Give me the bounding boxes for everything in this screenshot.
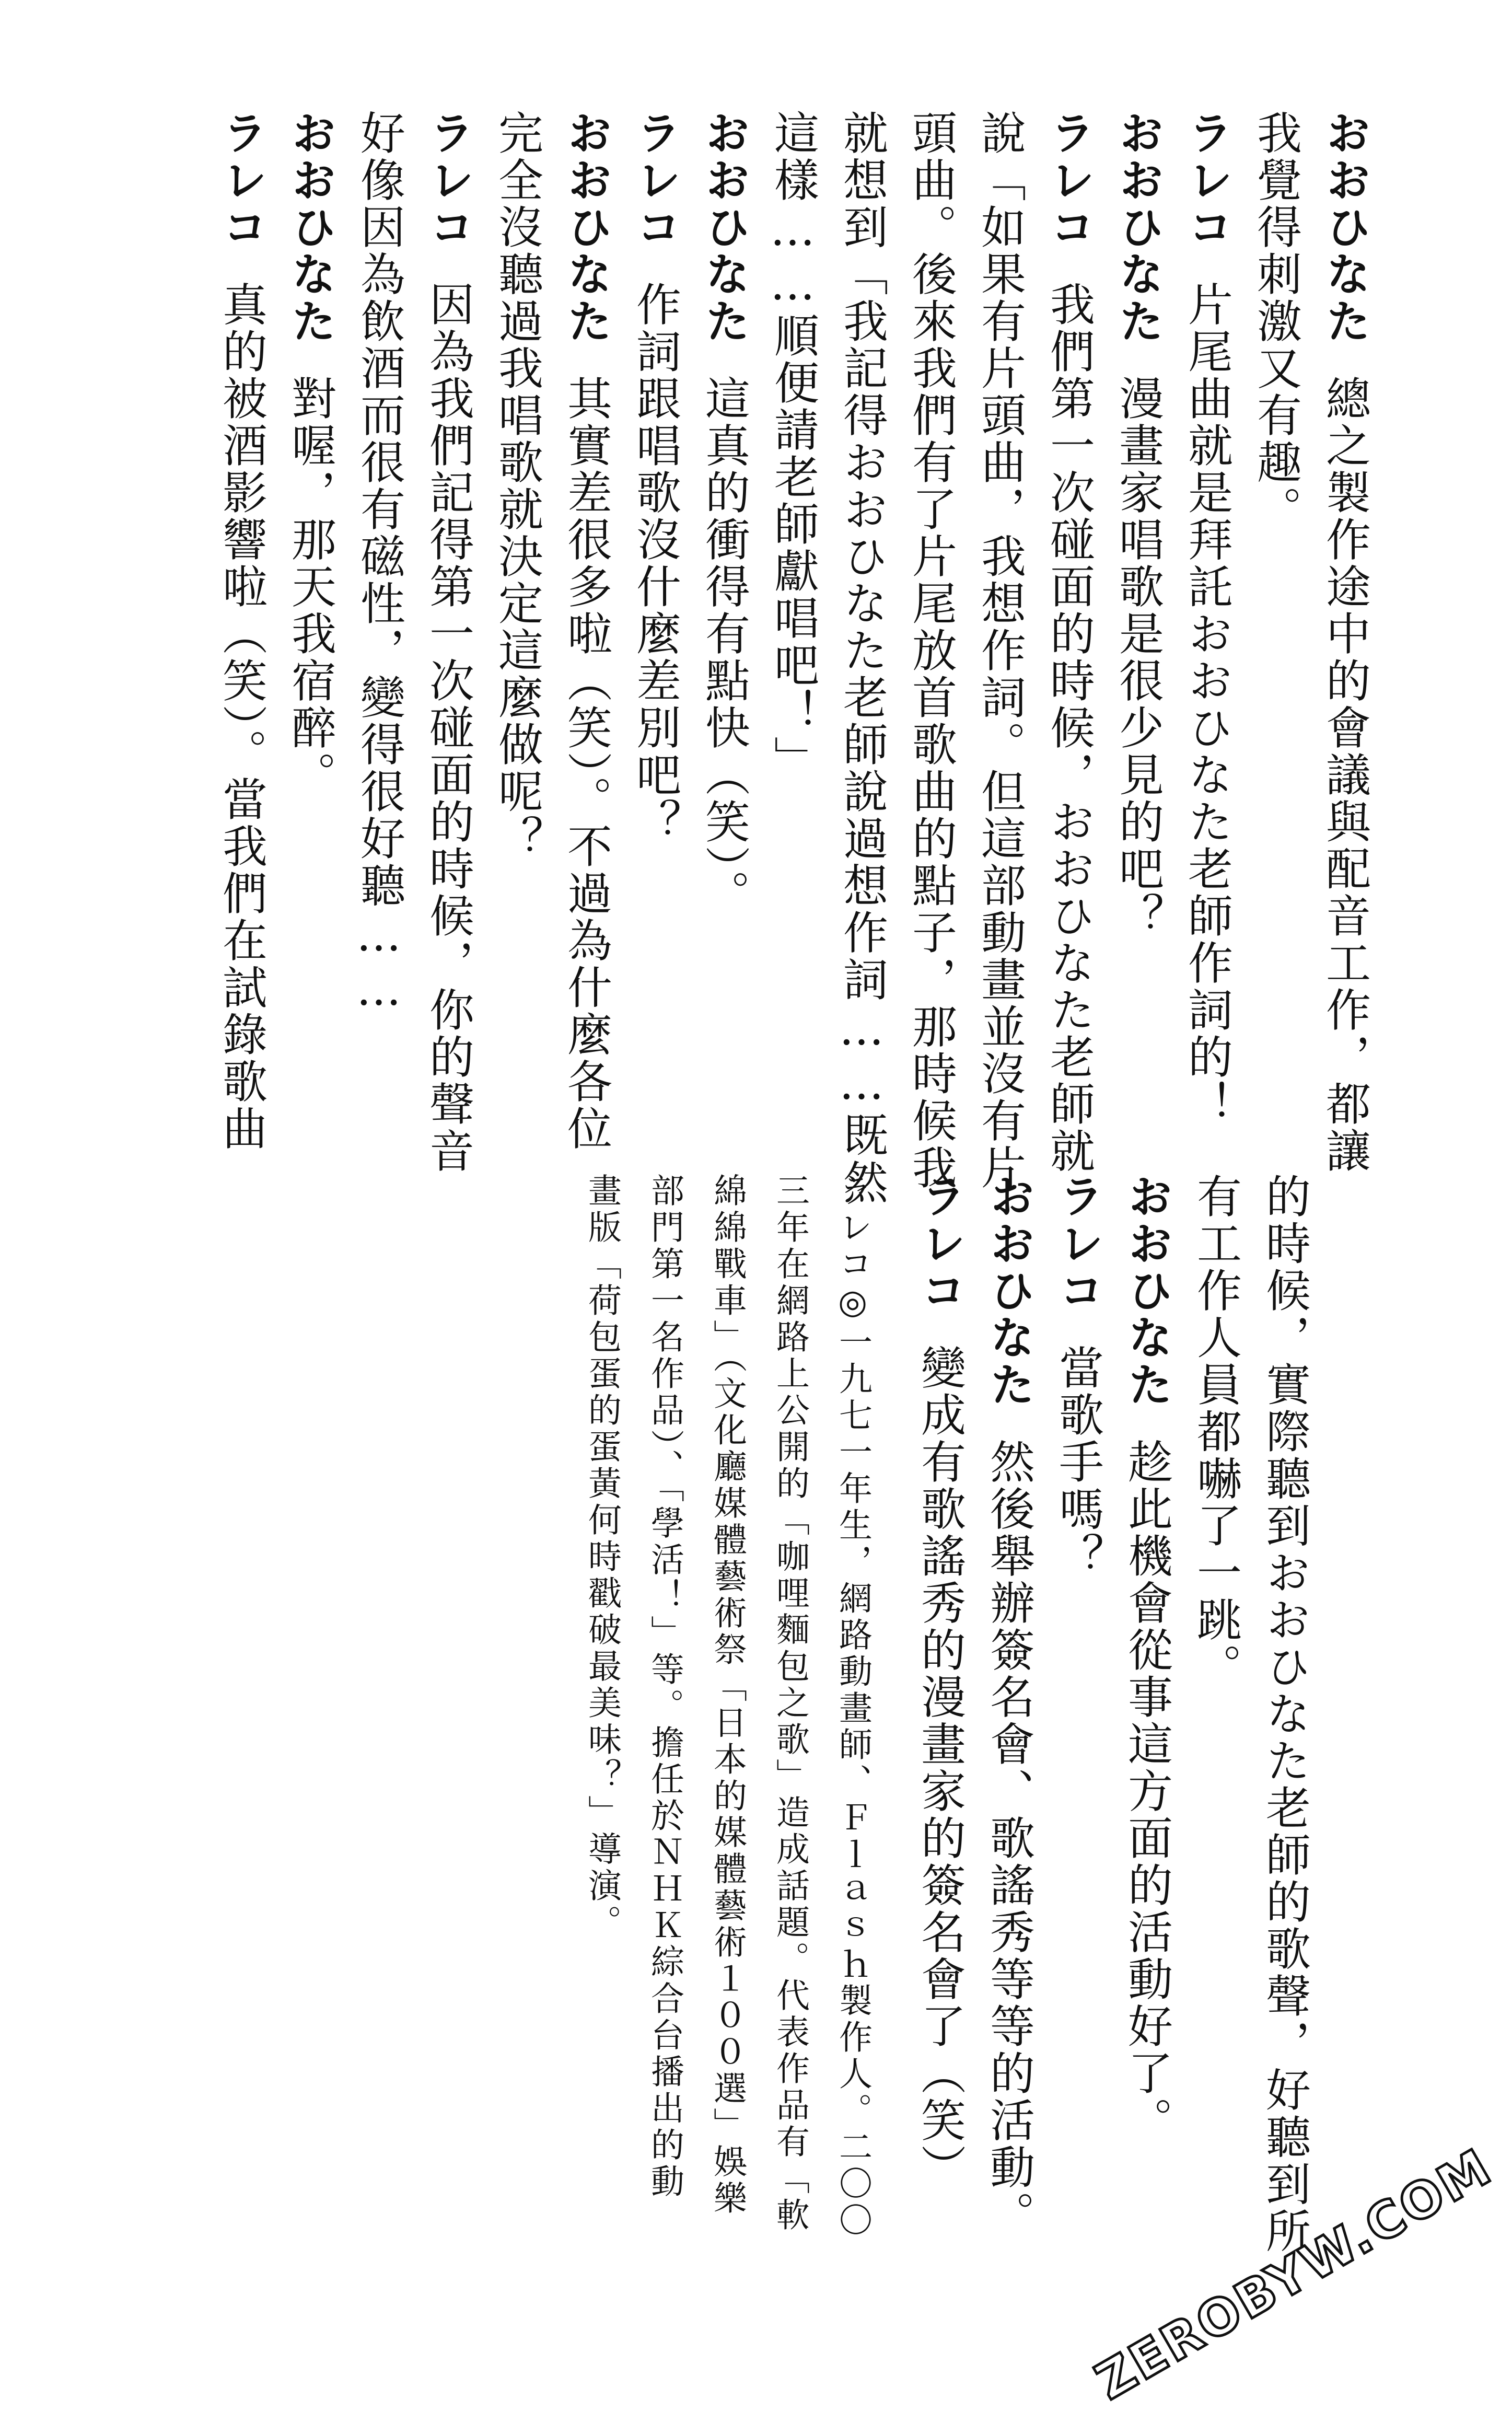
dialogue-text: 漫畫家唱歌是很少見的吧？ xyxy=(1111,375,1164,940)
dialogue-line xyxy=(551,110,620,1152)
bio-line: 部門第一名作品）、「學活！」等。擔任於ＮＨＫ綜合台播出的動 xyxy=(645,1173,684,2200)
speaker-label: おおひなた xyxy=(284,110,336,345)
dialogue-line xyxy=(1310,110,1379,1175)
speaker-label: ラレコ xyxy=(1180,110,1232,251)
dialogue-text: 這樣……順便請老師獻唱吧！」 xyxy=(766,110,819,783)
dialogue-text: 的時候，實際聽到おおひなた老師的歌聲，好聽到所 xyxy=(1258,1173,1310,2255)
dialogue-text: 變成有歌謠秀的漫畫家的簽名會了（笑） xyxy=(913,1344,966,2191)
speaker-label: おおひなた xyxy=(560,110,612,345)
dialogue-line xyxy=(1181,1173,1250,1957)
dialogue-text: 完全沒聽過我唱歌就決定這麼做呢？ xyxy=(491,110,543,862)
dialogue-line xyxy=(896,110,965,1191)
dialogue-line xyxy=(827,110,896,1206)
dialogue-line xyxy=(965,110,1034,1191)
dialogue-line xyxy=(620,110,689,1103)
dialogue-line xyxy=(1241,110,1310,1103)
dialogue-text: 我們第一次碰面的時候，おおひなた老師就 xyxy=(1042,281,1095,1175)
dialogue-text: 這真的衝得有點快（笑）。 xyxy=(697,375,750,917)
speaker-label: ラレコ xyxy=(1042,110,1095,251)
dialogue-line xyxy=(974,1173,1043,2238)
dialogue-text: 真的被酒影響啦（笑）。當我們在試錄歌曲 xyxy=(215,281,267,1152)
bio-line: 三年在網路上公開的「咖哩麵包之歌」造成話題。代表作品有「軟 xyxy=(771,1173,809,2234)
dialogue-text: 然後舉辦簽名會、歌謠秀等等的活動。 xyxy=(982,1439,1034,2238)
speaker-label: ラレコ xyxy=(215,110,267,251)
bio-line: 畫版「荷包蛋的蛋黃何時戳破最美味？」導演。 xyxy=(583,1173,621,1941)
speaker-label: ラレコ xyxy=(1051,1173,1103,1314)
dialogue-line xyxy=(1172,110,1241,1128)
speaker-label: おおひなた xyxy=(697,110,750,345)
dialogue-line xyxy=(413,110,482,1175)
dialogue-text: 因為我們記得第一次碰面的時候，你的聲音 xyxy=(422,281,474,1175)
dialogue-line xyxy=(905,1173,974,2191)
dialogue-text: 當歌手嗎？ xyxy=(1051,1344,1103,1580)
bio-line: 綿綿戰車」（文化廳媒體藝術祭「日本的媒體藝術１００選」娛樂 xyxy=(708,1173,747,2217)
dialogue-text: 好像因為飲酒而很有磁性，變得很好聽…… xyxy=(353,110,405,1018)
author-bio xyxy=(571,1173,884,2239)
dialogue-text: 作詞跟唱歌沒什麼差別吧？ xyxy=(629,281,681,845)
dialogue-text: 頭曲。後來我們有了片尾放首歌曲的點子，那時候我 xyxy=(904,110,957,1191)
speaker-label: ラレコ xyxy=(629,110,681,251)
dialogue-line xyxy=(1112,1173,1181,2144)
dialogue-line xyxy=(1043,1173,1112,1957)
dialogue-text: 就想到「我記得おおひなた老師說過想作詞……既然 xyxy=(835,110,888,1206)
dialogue-line xyxy=(344,110,413,1103)
dialogue-line xyxy=(482,110,551,1103)
interview-bottom-block xyxy=(504,1173,1319,2255)
dialogue-line xyxy=(275,110,344,1103)
dialogue-text: 對喔，那天我宿醉。 xyxy=(284,375,336,798)
dialogue-line xyxy=(1250,1173,1319,2255)
dialogue-line xyxy=(758,110,827,1103)
dialogue-line xyxy=(1034,110,1103,1175)
site-watermark: ZEROBYW.COM xyxy=(1086,2137,1502,2411)
dialogue-text: 片尾曲就是拜託おおひなた老師作詞的！ xyxy=(1180,281,1232,1128)
dialogue-text: 總之製作途中的會議與配音工作，都讓 xyxy=(1318,375,1370,1175)
dialogue-text: 有工作人員都嚇了一跳。 xyxy=(1189,1173,1241,1690)
dialogue-text: 趁此機會從事這方面的活動好了。 xyxy=(1120,1439,1172,2144)
speaker-label: ラレコ xyxy=(913,1173,966,1314)
dialogue-line xyxy=(206,110,275,1152)
speaker-label: おおひなた xyxy=(1111,110,1164,345)
speaker-label: ラレコ xyxy=(422,110,474,251)
dialogue-text: 其實差很多啦（笑）。不過為什麼各位 xyxy=(560,375,612,1152)
speaker-label: おおひなた xyxy=(1318,110,1370,345)
speaker-label: おおひなた xyxy=(982,1173,1034,1408)
dialogue-text: 說「如果有片頭曲，我想作詞。但這部動畫並沒有片 xyxy=(973,110,1026,1191)
speaker-label: おおひなた xyxy=(1120,1173,1172,1408)
interview-top-block xyxy=(167,110,1379,1206)
dialogue-line xyxy=(689,110,758,1103)
dialogue-line xyxy=(1103,110,1172,1103)
dialogue-text: 我覺得刺激又有趣。 xyxy=(1249,110,1301,533)
bio-line: ラレコ◎一九七一年生，網路動畫師、Ｆｌａｓｈ製作人。二〇〇 xyxy=(833,1173,872,2239)
